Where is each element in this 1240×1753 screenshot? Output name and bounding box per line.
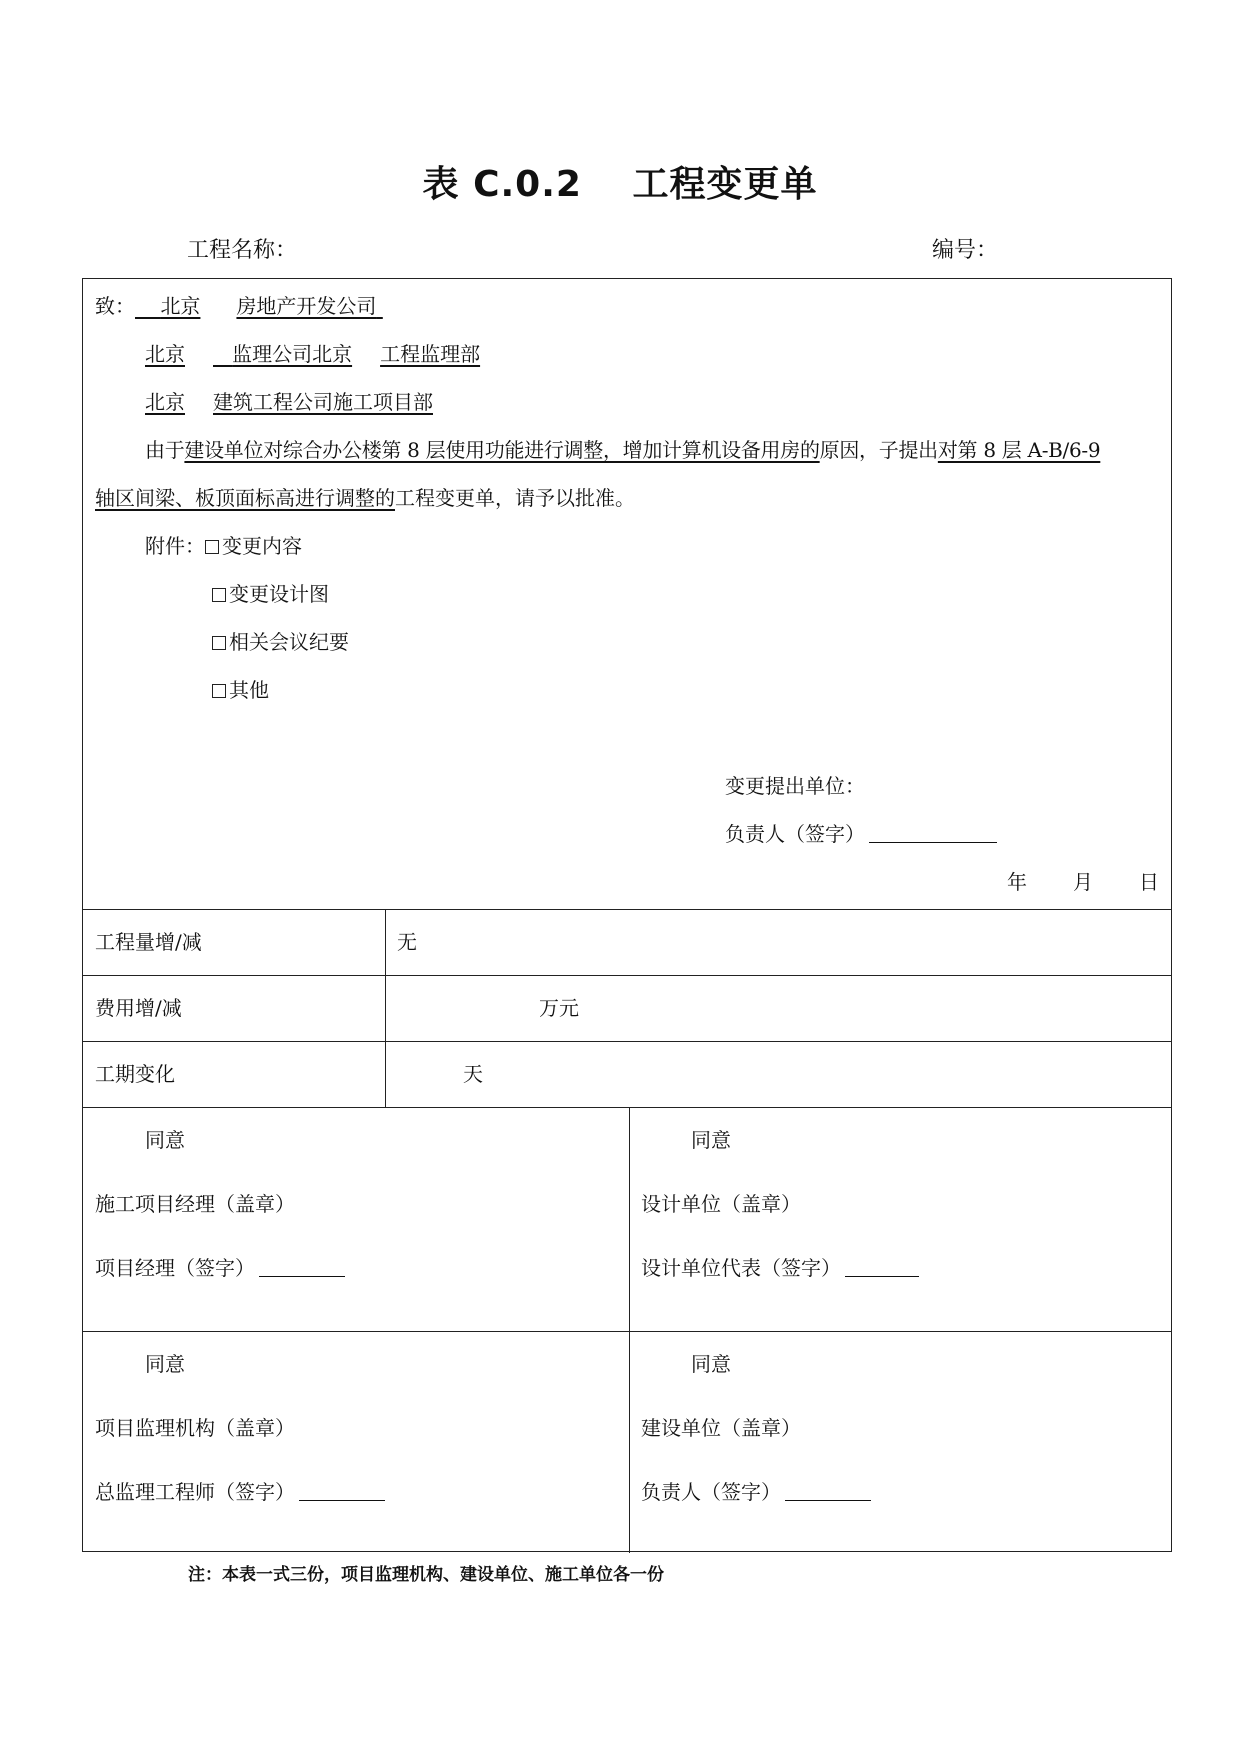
schedule-change-unit: 天 <box>463 1062 483 1086</box>
approval-agree-owner: 同意 <box>691 1352 731 1376</box>
change-order-form <box>82 278 1172 1552</box>
checkbox-icon[interactable] <box>205 540 219 554</box>
project-name-label: 工程名称： <box>187 238 298 263</box>
contractor-seal-label: 施工项目经理（盖章） <box>95 1192 295 1216</box>
change-reason-line-1: 由于建设单位对综合办公楼第 8 层使用功能进行调整，增加计算机设备用房的原因，子提出对第 8 层 A-B/6-9 <box>145 438 1101 462</box>
attachment-item: 其他 <box>212 677 269 703</box>
divider <box>83 1331 1171 1332</box>
proposer-unit-label: 变更提出单位： <box>725 774 865 798</box>
serial-number-label: 编号： <box>932 238 999 263</box>
designer-seal-label: 设计单位（盖章） <box>641 1192 801 1216</box>
approval-agree-contractor: 同意 <box>145 1128 185 1152</box>
divider <box>83 1041 1171 1042</box>
approval-agree-supervisor: 同意 <box>145 1352 185 1376</box>
signature-line[interactable] <box>299 1482 385 1501</box>
owner-seal-label: 建设单位（盖章） <box>641 1416 801 1440</box>
change-reason-line-2: 轴区间梁、板顶面标高进行调整的工程变更单，请予以批准。 <box>95 486 635 510</box>
checkbox-icon[interactable] <box>212 684 226 698</box>
date-year: 年 <box>1007 870 1027 894</box>
date-month: 月 <box>1073 870 1093 894</box>
signature-line[interactable] <box>845 1258 919 1277</box>
divider <box>83 1107 1171 1108</box>
signature-line[interactable] <box>785 1482 871 1501</box>
divider <box>83 909 1171 910</box>
addressee-line-1: 致： 北京 房地产开发公司 <box>95 294 377 318</box>
cost-change-label: 费用增/减 <box>95 996 182 1020</box>
designer-signature: 设计单位代表（签字） <box>641 1255 919 1281</box>
quantity-change-label: 工程量增/减 <box>95 930 202 954</box>
page-title: 表 C.0.2 工程变更单 <box>422 164 818 205</box>
owner-signature: 负责人（签字） <box>641 1479 871 1505</box>
approval-agree-designer: 同意 <box>691 1128 731 1152</box>
divider <box>629 1107 630 1553</box>
checkbox-icon[interactable] <box>212 588 226 602</box>
signature-line[interactable] <box>259 1258 345 1277</box>
supervisor-seal-label: 项目监理机构（盖章） <box>95 1416 295 1440</box>
divider <box>83 975 1171 976</box>
schedule-change-label: 工期变化 <box>95 1062 175 1086</box>
attachments-label: 附件： 变更内容 <box>145 534 302 558</box>
date-day: 日 <box>1139 870 1159 894</box>
signature-line[interactable] <box>869 824 997 843</box>
footnote: 注：本表一式三份，项目监理机构、建设单位、施工单位各一份 <box>188 1565 664 1585</box>
divider <box>385 909 386 1107</box>
contractor-signature: 项目经理（签字） <box>95 1255 345 1281</box>
addressee-line-2: 北京 监理公司北京 工程监理部 <box>145 342 481 366</box>
cost-change-unit: 万元 <box>539 996 579 1020</box>
attachment-item: 相关会议纪要 <box>212 629 349 655</box>
checkbox-icon[interactable] <box>212 636 226 650</box>
proposer-signature: 负责人（签字） <box>725 821 997 847</box>
quantity-change-value: 无 <box>397 930 417 954</box>
attachment-item: 变更设计图 <box>212 581 329 607</box>
supervisor-signature: 总监理工程师（签字） <box>95 1479 385 1505</box>
addressee-line-3: 北京 建筑工程公司施工项目部 <box>145 390 433 414</box>
